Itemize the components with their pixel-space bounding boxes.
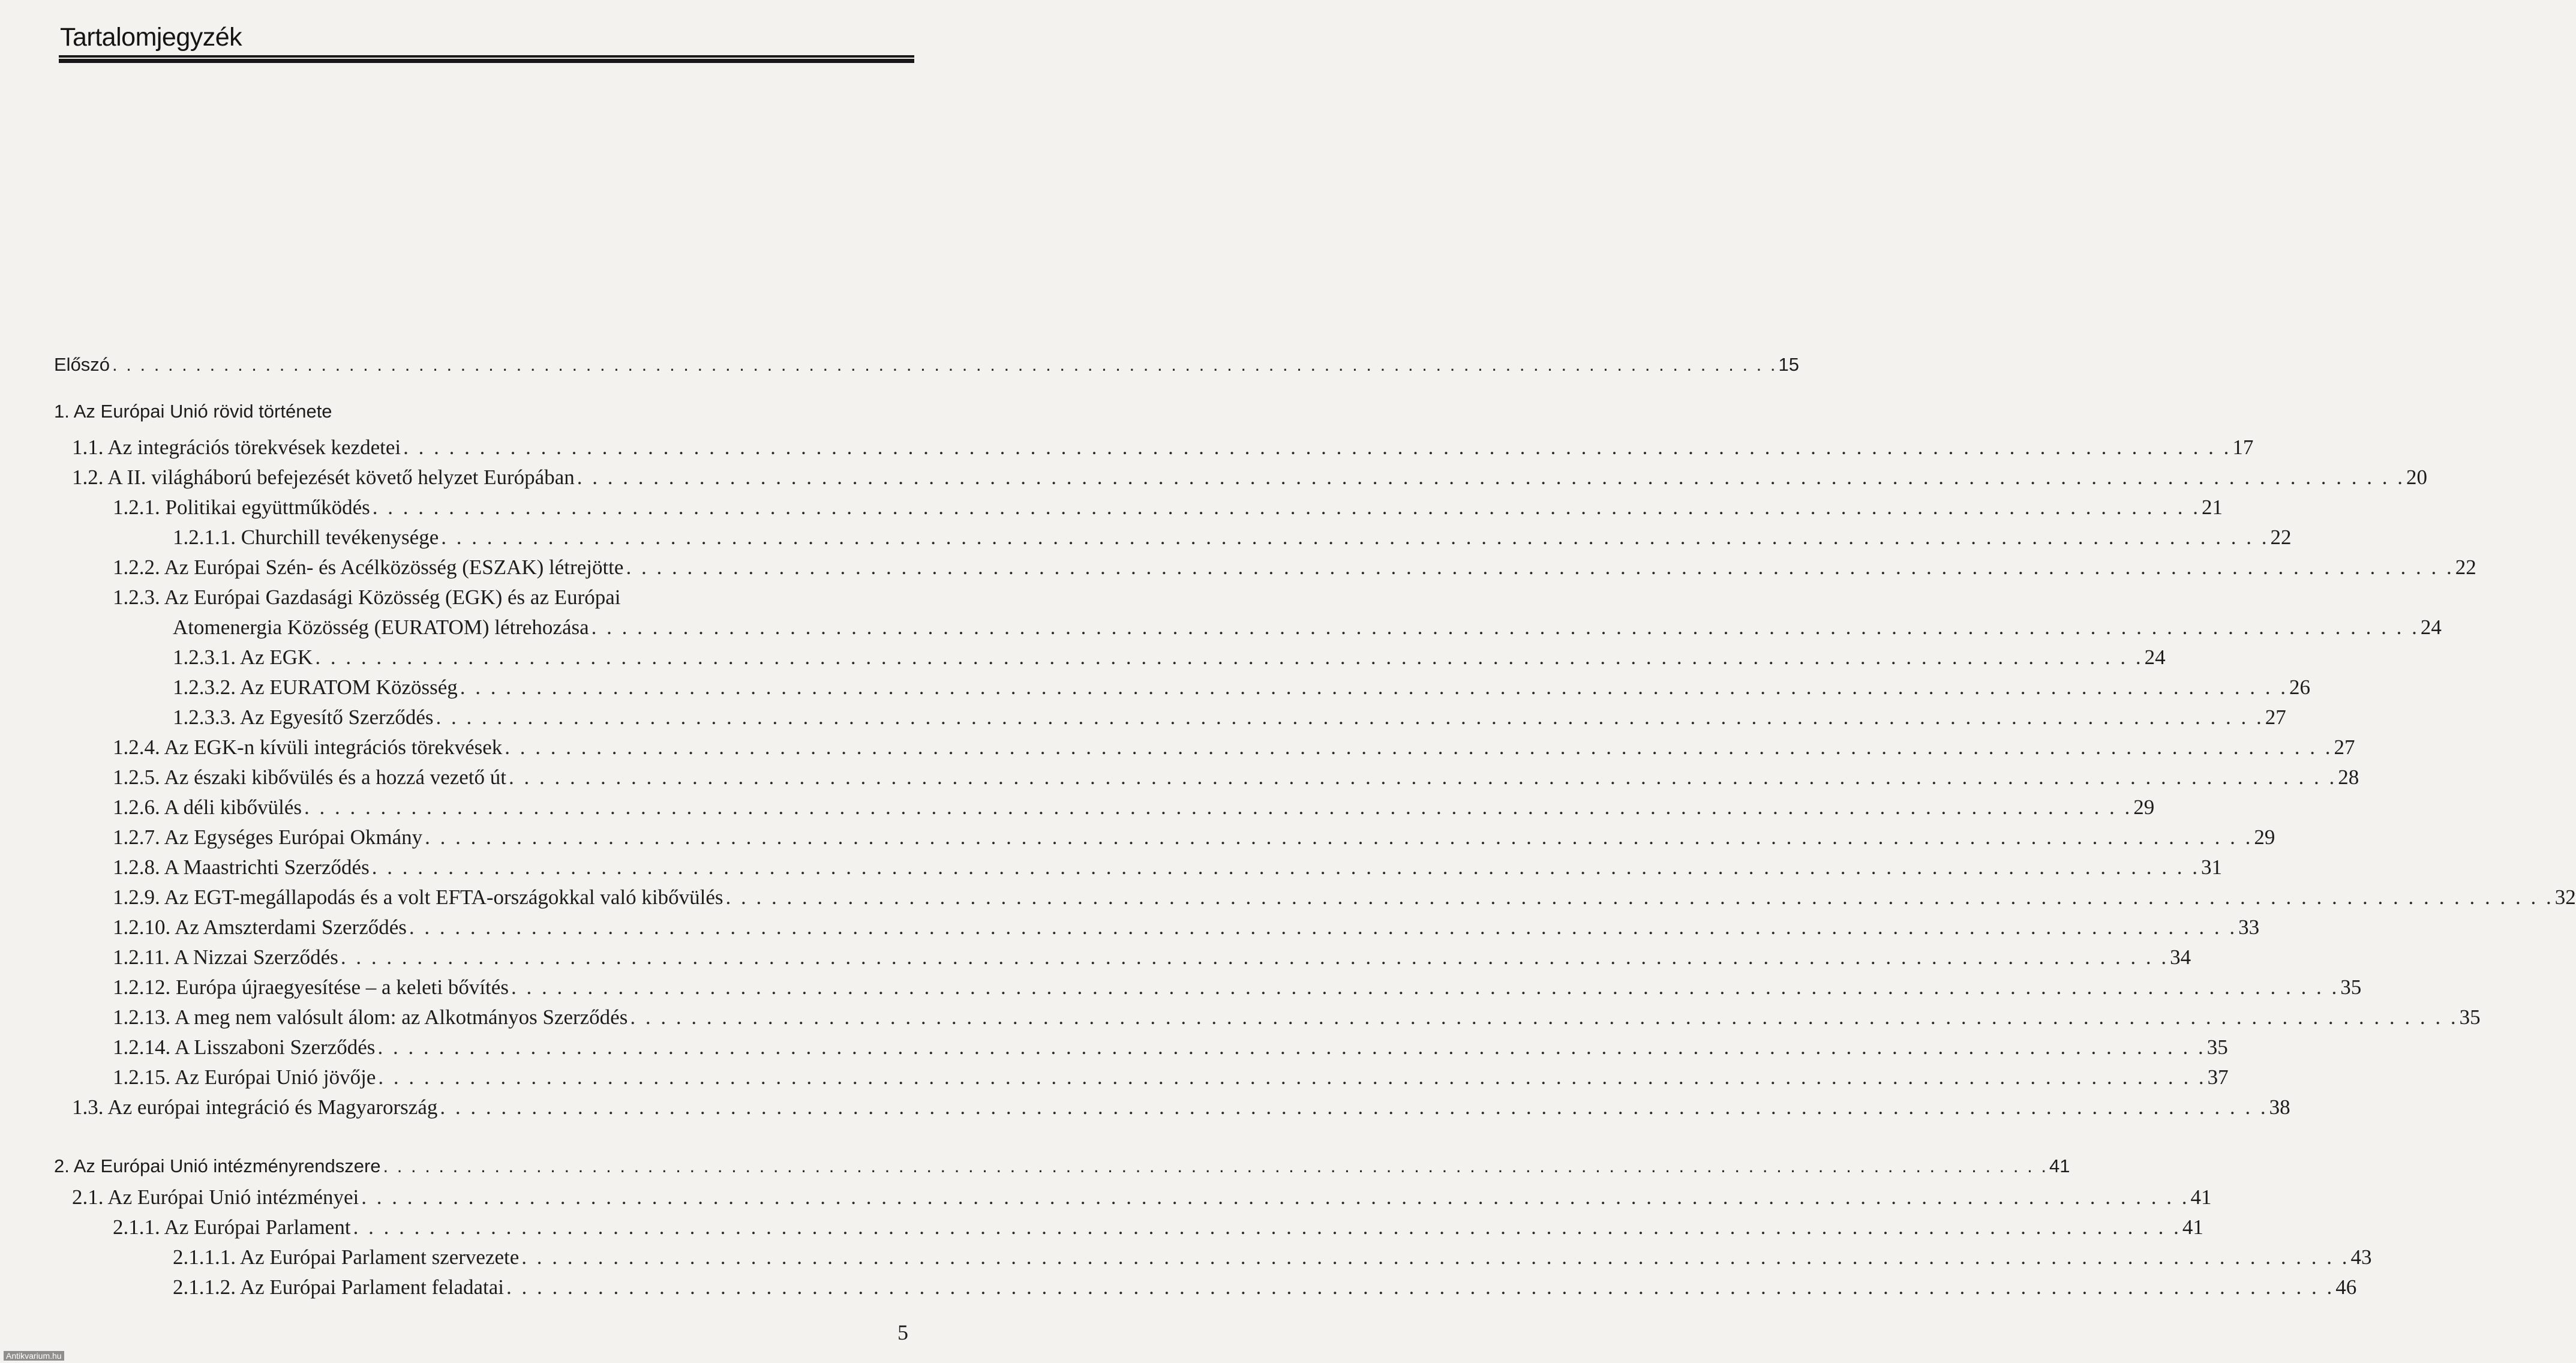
toc-entry-title: 1.1. Az integrációs törekvések kezdetei (72, 436, 401, 459)
toc-entry-title: 1.2.12. Európa újraegyesítése – a keleti bővítés (113, 975, 509, 999)
toc-entry (113, 885, 2576, 914)
toc-entry-page: 15 (1778, 354, 1799, 375)
toc-entry (72, 466, 2427, 494)
toc-entry (113, 1035, 2228, 1064)
toc-leader-dots: . . . . . . . . . . . . . . . . . . . . . . . . . . . . . . . . . . . . . . . . . . . . . . . . . . . . . . . . . . . . . . . . . . . . . . . . . . . . . . . . . . . . . . . . . . . . . . . . . . . . . . . . . . . . . . . . . . . . . . . . (440, 1095, 2268, 1119)
toc-entry-page: 43 (2350, 1245, 2372, 1269)
toc-leader-dots: . . . . . . . . . . . . . . . . . . . . . . . . . . . . . . . . . . . . . . . . . . . . . . . . . . . . . . . . . . . . . . . . . . . . . . . . . . . . . . . . . . . . . . . . . . . . . . . . . . . . . . . . . . . . . . . . . . . . . . . . (630, 1005, 2458, 1029)
toc-leader-dots: . . . . . . . . . . . . . . . . . . . . . . . . . . . . . . . . . . . . . . . . . . . . . . . . . . . . . . . . . . . . . . . . . . . . . . . . . . . . . . . . . . . . . . . . . . . . . . . . . . . . . . . . . . . . . . . . . . . . . . . . (441, 526, 2269, 549)
toc-entry-page: 22 (2270, 526, 2292, 549)
toc-leader-dots: . . . . . . . . . . . . . . . . . . . . . . . . . . . . . . . . . . . . . . . . . . . . . . . . . . . . . . . . . . . . . . . . . . . . . . . . . . . . . . . . . . . . . . . . . . . . . . . . . . . . . . . . . . . . . . . . . . . . . . . . (577, 466, 2405, 489)
toc-entry (113, 825, 2275, 854)
toc-entry-title: 1. Az Európai Unió rövid története (54, 401, 332, 422)
toc-leader-dots: . . . . . . . . . . . . . . . . . . . . . . . . . . . . . . . . . . . . . . . . . . . . . . . . . . . . . . . . . . . . . . . . . . . . . . . . . . . . . . . . . . . . . . . . . . . . . . . . . . . . . . . . . . . . . . . . . . . . . . . . (378, 1065, 2206, 1089)
toc-entry-page: 27 (2334, 735, 2355, 759)
toc-entry-page: 35 (2459, 1005, 2481, 1029)
title-rule-thin (59, 55, 914, 58)
toc-entry (173, 616, 2442, 644)
toc-entry-page: 27 (2265, 705, 2286, 729)
toc-entry-title: 1.2.11. A Nizzai Szerződés (113, 945, 338, 969)
page-title: Tartalomjegyzék (60, 23, 242, 52)
toc-entry-title: 1.2.3. Az Európai Gazdasági Közösség (EGK) és az Európai (113, 586, 621, 609)
toc-entry-title: Előszó (54, 354, 110, 375)
toc-entry-title: 1.2.9. Az EGT-megállapodás és a volt EFTA-országokkal való kibővülés (113, 885, 723, 909)
toc-entry-page: 32 (2554, 885, 2576, 909)
toc-entry-page: 29 (2254, 825, 2275, 849)
toc-entry (173, 1245, 2372, 1274)
toc-entry (72, 1095, 2290, 1124)
toc-leader-dots: . . . . . . . . . . . . . . . . . . . . . . . . . . . . . . . . . . . . . . . . . . . . . . . . . . . . . . . . . . . . . . . . . . . . . . . . . . . . . . . . . . . . . . . . . . . . . . . . . . . . . . . . . . . . . . . . . . . . . . . . (409, 915, 2238, 939)
toc-entry (54, 354, 1799, 383)
toc-entry-title: 1.3. Az európai integráció és Magyarország (72, 1095, 438, 1119)
toc-entry (113, 586, 913, 614)
toc-entry-title: 1.2.10. Az Amszterdami Szerződés (113, 915, 407, 939)
toc-entry-page: 41 (2049, 1155, 2070, 1176)
toc-entry (113, 1065, 2229, 1094)
toc-leader-dots: . . . . . . . . . . . . . . . . . . . . . . . . . . . . . . . . . . . . . . . . . . . . . . . . . . . . . . . . . . . . . . . . . . . . . . . . . . . . . . . . . . . . . . . . . . . . . . . . . . . . . . . . . . . . . . . . . . . . . . . . (377, 1035, 2206, 1059)
toc-leader-dots: . . . . . . . . . . . . . . . . . . . . . . . . . . . . . . . . . . . . . . . . . . . . . . . . . . . . . . . . . . . . . . . . . . . . . . . . . . . . . . . . . . . . . . . . . . . . . . . . . . . . . . . . . . . . . . . . . . . . . . . . (509, 765, 2337, 789)
toc-entry (113, 945, 2191, 974)
toc-entry (173, 526, 2292, 554)
toc-entry (113, 855, 2222, 884)
toc-leader-dots: . . . . . . . . . . . . . . . . . . . . . . . . . . . . . . . . . . . . . . . . . . . . . . . . . . . . . . . . . . . . . . . . . . . . . . . . . . . . . . . . . . . . . . . . . . . . . . . . . . . . . . . . . . . . . . . . . . . . . . . . (460, 676, 2289, 699)
toc-entry-title: 1.2.4. Az EGK-n kívüli integrációs törekvések (113, 735, 503, 759)
toc-entry (113, 496, 2223, 524)
toc-entry (113, 915, 2260, 944)
toc-entry-page: 33 (2238, 915, 2260, 939)
toc-entry-title: 1.2.2. Az Európai Szén- és Acélközösség (ESZAK) létrejötte (113, 556, 624, 579)
toc-entry-title: 1.2.8. A Maastrichti Szerződés (113, 855, 370, 879)
toc-leader-dots: . . . . . . . . . . . . . . . . . . . . . . . . . . . . . . . . . . . . . . . . . . . . . . . . . . . . . . . . . . . . . . . . . . . . . . . . . . . . . . . . . . . . . . . . . . . . . . . . . . . . . . . . . . . . . . . . . . . . . . . . (505, 735, 2333, 759)
toc-entry (72, 1185, 2212, 1214)
toc-leader-dots: . . . . . . . . . . . . . . . . . . . . . . . . . . . . . . . . . . . . . . . . . . . . . . . . . . . . . . . . . . . . . . . . . . . . . . . . . . . . . . . . . . . . . . . . . . . . . . . . . . . . . . . . . . . . . . . . . . . . . . . . (353, 1215, 2181, 1239)
toc-entry-title: 1.2. A II. világháború befejezését követő helyzet Európában (72, 466, 575, 489)
toc-entry-page: 26 (2289, 676, 2311, 699)
toc-leader-dots: . . . . . . . . . . . . . . . . . . . . . . . . . . . . . . . . . . . . . . . . . . . . . . . . . . . . . . . . . . . . . . . . . . . . . . . . . . . . . . . . . . . . . . . . . . . . . . . . . . . . . . . . . . . . . . . . . . . . . . . . (372, 496, 2200, 519)
toc-entry (113, 556, 2476, 584)
page-number: 5 (897, 1320, 908, 1344)
toc-leader-dots: . . . . . . . . . . . . . . . . . . . . . . . . . . . . . . . . . . . . . . . . . . . . . . . . . . . . . . . . . . . . . . . . . . . . . . . . . . . . . . . . . . . . . . . . . . . . . . . . . . . . . . . . . . . . . . . . . . . . . . . . (383, 1155, 2048, 1176)
toc-entry-page: 35 (2206, 1035, 2228, 1059)
toc-entry (72, 436, 2254, 464)
toc-leader-dots: . . . . . . . . . . . . . . . . . . . . . . . . . . . . . . . . . . . . . . . . . . . . . . . . . . . . . . . . . . . . . . . . . . . . . . . . . . . . . . . . . . . . . . . . . . . . . . . . . . . . . . . . . . . . . . . . . . . . . . . . (725, 885, 2554, 909)
toc-entry-title: 1.2.7. Az Egységes Európai Okmány (113, 825, 423, 849)
toc-entry-title: 1.2.1. Politikai együttműködés (113, 496, 370, 519)
toc-entry-title: 1.2.5. Az északi kibővülés és a hozzá vezető út (113, 765, 507, 789)
toc-entry-title: 1.2.15. Az Európai Unió jövője (113, 1065, 376, 1089)
toc-leader-dots: . . . . . . . . . . . . . . . . . . . . . . . . . . . . . . . . . . . . . . . . . . . . . . . . . . . . . . . . . . . . . . . . . . . . . . . . . . . . . . . . . . . . . . . . . . . . . . . . . . . . . . . . . . . . . . . . . . . . . . . . (371, 855, 2200, 879)
toc-leader-dots: . . . . . . . . . . . . . . . . . . . . . . . . . . . . . . . . . . . . . . . . . . . . . . . . . . . . . . . . . . . . . . . . . . . . . . . . . . . . . . . . . . . . . . . . . . . . . . . . . . . . . . . . . . . . . . . . . . . . . . . . (361, 1185, 2190, 1209)
toc-entry-page: 37 (2207, 1065, 2229, 1089)
toc-entry-title: 1.2.13. A meg nem valósult álom: az Alkotmányos Szerződés (113, 1005, 628, 1029)
toc-entry-title: 2. Az Európai Unió intézményrendszere (54, 1155, 381, 1176)
toc-entry-page: 21 (2201, 496, 2223, 519)
toc-leader-dots: . . . . . . . . . . . . . . . . . . . . . . . . . . . . . . . . . . . . . . . . . . . . . . . . . . . . . . . . . . . . . . . . . . . . . . . . . . . . . . . . . . . . . . . . . . . . . . . . . . . . . . . . . . . . . . . . . . . . . . . . (112, 354, 1778, 375)
toc-entry (173, 676, 2311, 704)
toc-entry-page: 17 (2232, 436, 2254, 459)
toc-entry-title: 2.1.1.2. Az Európai Parlament feladatai (173, 1275, 505, 1299)
toc-entry-page: 41 (2190, 1185, 2212, 1209)
toc-entry-page: 31 (2200, 855, 2222, 879)
toc-entry (54, 1155, 2070, 1184)
toc-entry (113, 795, 2155, 824)
toc-entry (113, 735, 2355, 764)
toc-leader-dots: . . . . . . . . . . . . . . . . . . . . . . . . . . . . . . . . . . . . . . . . . . . . . . . . . . . . . . . . . . . . . . . . . . . . . . . . . . . . . . . . . . . . . . . . . . . . . . . . . . . . . . . . . . . . . . . . . . . . . . . . (436, 705, 2264, 729)
toc-entry (173, 1275, 2357, 1304)
toc-entry-title: 1.2.3.1. Az EGK (173, 646, 313, 669)
toc-entry-title: 1.2.6. A déli kibővülés (113, 795, 302, 819)
toc-entry-title: 1.2.14. A Lisszaboni Szerződés (113, 1035, 376, 1059)
toc-entry (113, 1005, 2481, 1034)
toc-entry-page: 46 (2335, 1275, 2357, 1299)
toc-leader-dots: . . . . . . . . . . . . . . . . . . . . . . . . . . . . . . . . . . . . . . . . . . . . . . . . . . . . . . . . . . . . . . . . . . . . . . . . . . . . . . . . . . . . . . . . . . . . . . . . . . . . . . . . . . . . . . . . . . . . . . . . (304, 795, 2133, 819)
toc-entry (113, 975, 2362, 1004)
toc-entry-title: 1.2.3.2. Az EURATOM Közösség (173, 676, 458, 699)
title-rule-thick (59, 59, 914, 63)
toc-leader-dots: . . . . . . . . . . . . . . . . . . . . . . . . . . . . . . . . . . . . . . . . . . . . . . . . . . . . . . . . . . . . . . . . . . . . . . . . . . . . . . . . . . . . . . . . . . . . . . . . . . . . . . . . . . . . . . . . . . . . . . . . (340, 945, 2169, 969)
toc-entry-page: 22 (2455, 556, 2476, 579)
toc-entry (113, 1215, 2203, 1244)
toc-entry-page: 35 (2340, 975, 2362, 999)
toc-leader-dots: . . . . . . . . . . . . . . . . . . . . . . . . . . . . . . . . . . . . . . . . . . . . . . . . . . . . . . . . . . . . . . . . . . . . . . . . . . . . . . . . . . . . . . . . . . . . . . . . . . . . . . . . . . . . . . . . . . . . . . . . (591, 616, 2419, 639)
toc-entry-page: 38 (2269, 1095, 2290, 1119)
toc-entry (173, 646, 2166, 674)
toc-entry-title: 1.2.1.1. Churchill tevékenysége (173, 526, 439, 549)
toc-leader-dots: . . . . . . . . . . . . . . . . . . . . . . . . . . . . . . . . . . . . . . . . . . . . . . . . . . . . . . . . . . . . . . . . . . . . . . . . . . . . . . . . . . . . . . . . . . . . . . . . . . . . . . . . . . . . . . . . . . . . . . . . (315, 646, 2143, 669)
toc-leader-dots: . . . . . . . . . . . . . . . . . . . . . . . . . . . . . . . . . . . . . . . . . . . . . . . . . . . . . . . . . . . . . . . . . . . . . . . . . . . . . . . . . . . . . . . . . . . . . . . . . . . . . . . . . . . . . . . . . . . . . . . . (506, 1275, 2335, 1299)
toc-entry (113, 765, 2359, 794)
toc-entry-page: 28 (2338, 765, 2359, 789)
toc-entry-title: 1.2.3.3. Az Egyesítő Szerződés (173, 705, 434, 729)
toc-entry-page: 24 (2144, 646, 2166, 669)
toc-entry-title: 2.1.1.1. Az Európai Parlament szervezete (173, 1245, 520, 1269)
toc-leader-dots: . . . . . . . . . . . . . . . . . . . . . . . . . . . . . . . . . . . . . . . . . . . . . . . . . . . . . . . . . . . . . . . . . . . . . . . . . . . . . . . . . . . . . . . . . . . . . . . . . . . . . . . . . . . . . . . . . . . . . . . . (403, 436, 2232, 459)
toc-entry-title: 2.1. Az Európai Unió intézményei (72, 1185, 359, 1209)
toc-entry-page: 29 (2133, 795, 2155, 819)
toc-entry-page: 41 (2182, 1215, 2203, 1239)
toc-leader-dots: . . . . . . . . . . . . . . . . . . . . . . . . . . . . . . . . . . . . . . . . . . . . . . . . . . . . . . . . . . . . . . . . . . . . . . . . . . . . . . . . . . . . . . . . . . . . . . . . . . . . . . . . . . . . . . . . . . . . . . . . (521, 1245, 2350, 1269)
toc-entry (54, 401, 913, 430)
toc-leader-dots: . . . . . . . . . . . . . . . . . . . . . . . . . . . . . . . . . . . . . . . . . . . . . . . . . . . . . . . . . . . . . . . . . . . . . . . . . . . . . . . . . . . . . . . . . . . . . . . . . . . . . . . . . . . . . . . . . . . . . . . . (626, 556, 2454, 579)
toc-leader-dots: . . . . . . . . . . . . . . . . . . . . . . . . . . . . . . . . . . . . . . . . . . . . . . . . . . . . . . . . . . . . . . . . . . . . . . . . . . . . . . . . . . . . . . . . . . . . . . . . . . . . . . . . . . . . . . . . . . . . . . . . (511, 975, 2340, 999)
toc-leader-dots: . . . . . . . . . . . . . . . . . . . . . . . . . . . . . . . . . . . . . . . . . . . . . . . . . . . . . . . . . . . . . . . . . . . . . . . . . . . . . . . . . . . . . . . . . . . . . . . . . . . . . . . . . . . . . . . . . . . . . . . . (425, 825, 2253, 849)
watermark: Antikvarium.hu (4, 1351, 64, 1361)
toc-entry-page: 20 (2406, 466, 2427, 489)
toc-entry-title: Atomenergia Közösség (EURATOM) létrehozása (173, 616, 589, 639)
toc-entry-title: 2.1.1. Az Európai Parlament (113, 1215, 351, 1239)
toc-entry-page: 24 (2420, 616, 2442, 639)
toc-entry-page: 34 (2170, 945, 2191, 969)
toc-entry (173, 705, 2286, 734)
